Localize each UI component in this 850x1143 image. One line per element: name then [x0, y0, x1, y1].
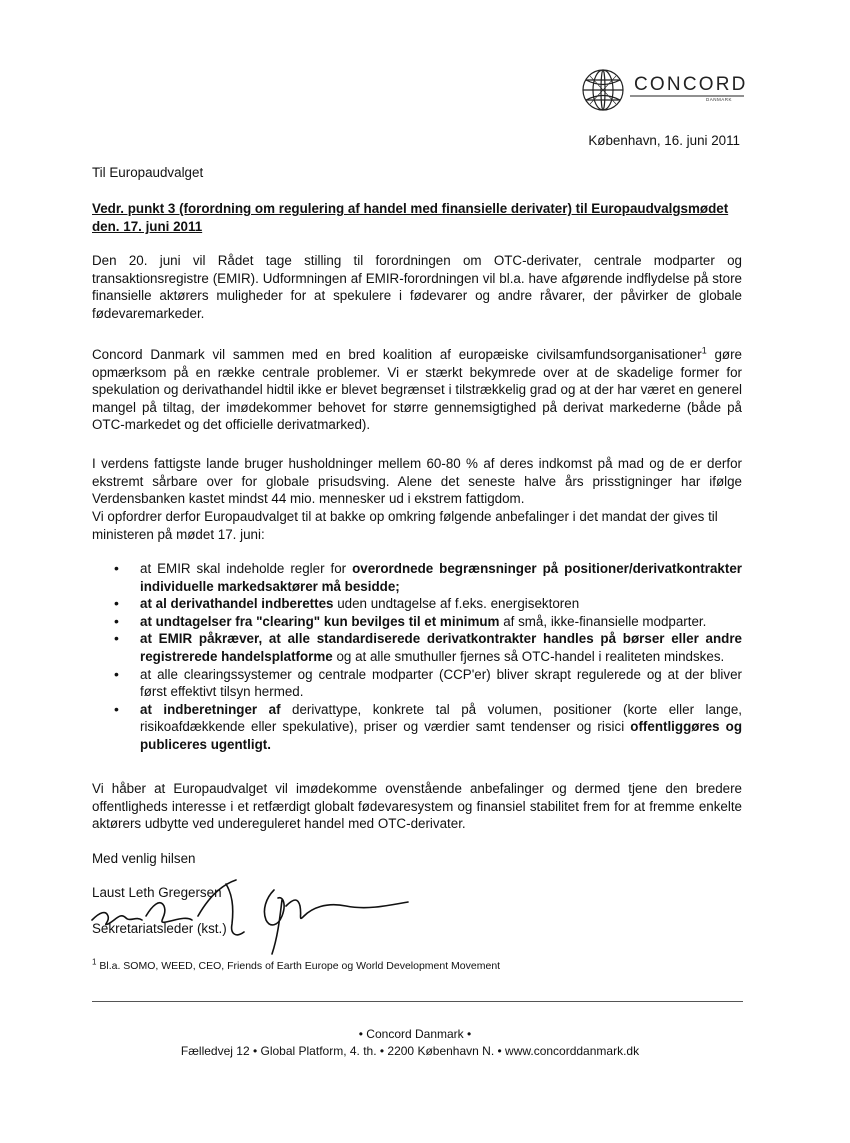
footnote-ref: 1	[701, 345, 707, 356]
paragraph-4: Vi opfordrer derfor Europaudvalget til at bakke op omkring følgende anbefalinger i det mandat der gives til ministeren på mødet 17. juni:	[92, 509, 718, 542]
rec-4-bold: at EMIR påkræver, at alle standardiserede derivatkontrakter handles på børser eller andre registrerede handelsplatforme	[140, 631, 742, 664]
letter-date: København, 16. juni 2011	[588, 133, 740, 148]
rec-5-text: at alle clearingssystemer og centrale modparter (CCP'er) bliver skrapt regulerede og at der bliver først effektivt tilsyn hermed.	[140, 666, 742, 700]
paragraph-2-text-a: Concord Danmark vil sammen med en bred koalition af europæiske civilsamfundsorganisationer	[92, 347, 702, 362]
paragraph-5: Vi håber at Europaudvalget vil imødekomme ovenstående anbefalinger og dermed tjene den bredere offentligheds interesse i et retfærdigt globalt fødevaresystem og finansiel stabilitet frem for at fremme enkelte aktørers udbytte ved undereguleret handel med OTC-derivater.	[92, 781, 742, 832]
rec-1-text: at EMIR skal indeholde regler for	[140, 561, 353, 576]
rec-6-text: derivattype, konkrete tal på volumen, positioner (korte eller lange, risikoafdækkende eller spekulative), priser og værdier samt tendenser og risici	[140, 701, 743, 735]
list-item	[92, 666, 742, 701]
rec-6-bold-b: offentliggøres og publiceres ugentligt.	[140, 719, 742, 752]
handwritten-signature	[86, 876, 426, 956]
rec-6-bold-a: at indberetninger af	[140, 701, 281, 717]
footer-org: • Concord Danmark •	[358, 1027, 472, 1041]
footer-divider	[92, 1001, 743, 1002]
rec-1-bold: overordnede begrænsninger på positioner/derivatkontrakter individuelle markedsaktører må besidde;	[140, 561, 742, 594]
signer-role: Sekretariatsleder (kst.)	[92, 921, 227, 936]
subject-line: Vedr. punkt 3 (forordning om regulering af handel med finansielle derivater) til Europaudvalgsmødet den. 17. juni 2011	[92, 201, 729, 234]
rec-2-text: uden undtagelse af f.eks. energisektoren	[333, 596, 580, 612]
list-item	[92, 560, 742, 595]
rec-3-text: af små, ikke-finansielle modparter.	[499, 613, 707, 629]
recommendations-list	[92, 560, 742, 754]
paragraph-1: Den 20. juni vil Rådet tage stilling til forordningen om OTC-derivater, centrale modparter og transaktionsregistre (EMIR). Udformningen af EMIR-forordningen vil bl.a. have afgørende indflydelse på store finansielle aktørers muligheder for at spekulere i fødevarer og andre råvarer, der påvirker de globale fødevaremarkeder.	[92, 253, 742, 321]
addressee: Til Europaudvalget	[92, 165, 204, 180]
signer-name: Laust Leth Gregersen	[92, 885, 222, 900]
paragraph-3: I verdens fattigste lande bruger husholdninger mellem 60-80 % af deres indkomst på mad og de er derfor ekstremt sårbare over for globale prisudsving. Alene det seneste halve års prisstigninger har ifølge Verdensbanken kastet mindst 44 mio. mennesker ud i ekstrem fattigdom.	[92, 456, 742, 507]
logo-wordmark: CONCORD	[634, 74, 748, 95]
rec-4-text: og at alle smuthuller fjernes så OTC-handel i realiteten mindskes.	[332, 648, 725, 664]
rec-3-bold: at undtagelser fra "clearing" kun bevilges til et minimum	[140, 613, 500, 629]
footnote	[92, 957, 501, 972]
closing: Med venlig hilsen	[92, 851, 196, 866]
paragraph-2-text-b: gøre opmærksom på en række centrale problemer. Vi er stærkt bekymrede over at de skadelige former for spekulation og derivathandel hidtil ikke er blevet begrænset i tilstrækkelig grad og at der har været en generel mangel på tiltag, der imødekommer behovet for større gennemsigtighed på derivat markederne (både på OTC-markedet og det officielle derivatmarked).	[92, 347, 742, 433]
footnote-text: Bl.a. SOMO, WEED, CEO, Friends of Earth Europe og World Development Movement	[96, 960, 501, 972]
list-item	[92, 701, 742, 754]
list-item	[92, 630, 742, 665]
footnote-mark: 1	[92, 957, 97, 967]
paragraph-2	[92, 346, 742, 434]
rec-2-bold: at al derivathandel indberettes	[140, 596, 334, 612]
footer-address: Fælledvej 12 • Global Platform, 4. th. • 2200 København N. • www.concorddanmark.dk	[180, 1044, 640, 1058]
list-item	[92, 595, 742, 613]
list-item	[92, 613, 742, 631]
logo-subtext: DANMARK	[706, 97, 733, 102]
